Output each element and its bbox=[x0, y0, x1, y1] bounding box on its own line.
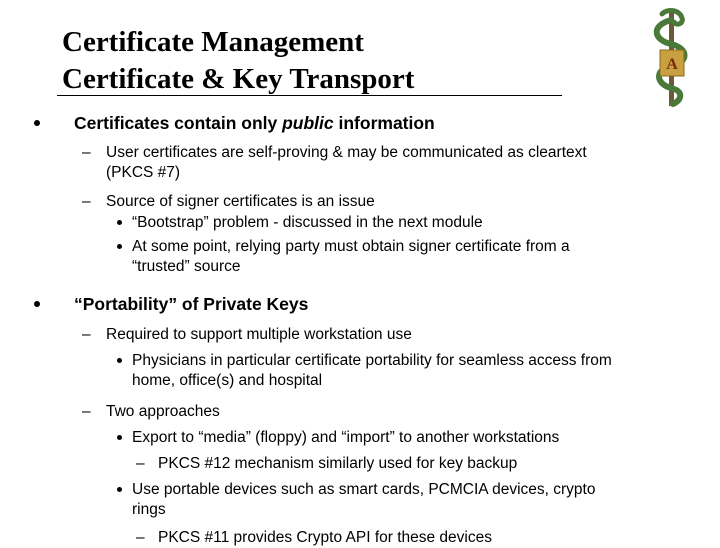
sub-bullet-signer-source: Source of signer certificates is an issue bbox=[106, 193, 375, 210]
sub-bullet-dash: – bbox=[82, 144, 91, 161]
title-underline bbox=[57, 95, 562, 96]
sub-bullet-multiple-workstation: Required to support multiple workstation use bbox=[106, 326, 412, 343]
title-line-1: Certificate Management bbox=[62, 26, 364, 58]
bullet-portability: “Portability” of Private Keys bbox=[74, 294, 309, 314]
sub-sub-bullet-relying-party: At some point, relying party must obtain signer certificate from a bbox=[132, 238, 570, 255]
bullet-text: Certificates contain only bbox=[74, 113, 283, 133]
sub-bullet-dash: – bbox=[82, 193, 91, 210]
bullet-dot bbox=[117, 220, 122, 225]
sub-bullet-dash: – bbox=[82, 403, 91, 420]
sub-sub-bullet-relying-party-cont: “trusted” source bbox=[132, 258, 241, 275]
sub-sub-bullet-bootstrap: “Bootstrap” problem - discussed in the next module bbox=[132, 214, 483, 231]
sub-bullet-self-proving-cont: (PKCS #7) bbox=[106, 164, 181, 181]
sub-sub-bullet-physicians: Physicians in particular certificate portability for seamless access from bbox=[132, 352, 612, 369]
bullet-emphasis: public bbox=[282, 113, 334, 133]
sub-bullet-dash: – bbox=[136, 455, 145, 472]
level4-bullet-pkcs12: PKCS #12 mechanism similarly used for key backup bbox=[158, 455, 518, 472]
sub-sub-bullet-physicians-cont: home, office(s) and hospital bbox=[132, 372, 323, 389]
svg-text:A: A bbox=[666, 56, 678, 73]
bullet-public-information bbox=[74, 112, 435, 134]
sub-sub-bullet-portable-devices-cont: rings bbox=[132, 501, 166, 518]
bullet-dot bbox=[34, 301, 40, 307]
bullet-dot bbox=[117, 487, 122, 492]
sub-bullet-two-approaches: Two approaches bbox=[106, 403, 220, 420]
bullet-dot bbox=[117, 244, 122, 249]
sub-sub-bullet-export-media: Export to “media” (floppy) and “import” to another workstations bbox=[132, 429, 560, 446]
sub-sub-bullet-portable-devices: Use portable devices such as smart cards, PCMCIA devices, crypto bbox=[132, 481, 596, 498]
bullet-dot bbox=[117, 435, 122, 440]
bullet-dot bbox=[117, 358, 122, 363]
bullet-dot bbox=[34, 120, 40, 126]
title-line-2: Certificate & Key Transport bbox=[62, 63, 415, 95]
bullet-text: information bbox=[333, 113, 435, 133]
sub-bullet-self-proving: User certificates are self-proving & may be communicated as cleartext bbox=[106, 144, 587, 161]
caduceus-logo-icon bbox=[640, 6, 704, 110]
sub-bullet-dash: – bbox=[82, 326, 91, 343]
slide-title bbox=[62, 24, 414, 98]
sub-bullet-dash: – bbox=[136, 529, 145, 546]
level4-bullet-pkcs11: PKCS #11 provides Crypto API for these devices bbox=[158, 529, 492, 546]
